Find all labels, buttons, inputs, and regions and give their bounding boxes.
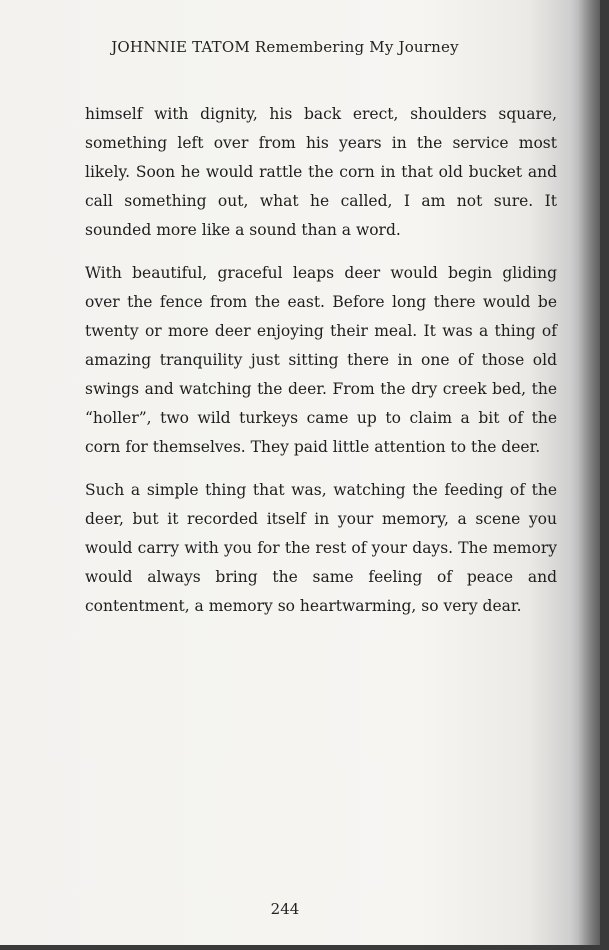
body-text xyxy=(85,100,557,635)
paragraph-1: himself with dignity, his back erect, shoulders square, something left over from his years in the service most likely. Soon he would rattle the corn in that old bucket and call something out, what he called, I am not sure. It sounded more like a sound than a word. xyxy=(85,105,557,239)
paragraph-3: Such a simple thing that was, watching the feeding of the deer, but it recorded itself in your memory, a scene you would carry with you for the rest of your days. The memory would always bring the same feeling of peace and contentment, a memory so heartwarming, so very dear. xyxy=(85,481,557,615)
binding-shadow xyxy=(578,0,600,945)
running-header: JOHNNIE TATOM Remembering My Journey xyxy=(111,38,459,56)
page-number: 244 xyxy=(270,900,300,918)
paragraph-2: With beautiful, graceful leaps deer would begin gliding over the fence from the east. Before long there would be twenty or more deer enjoying their meal. It was a thing of amazing tranquility just sitting there in one of those old swings and watching the deer. From the dry creek bed, the “holler”, two wild turkeys came up to claim a bit of the corn for themselves. They paid little attention to the deer. xyxy=(85,264,557,456)
